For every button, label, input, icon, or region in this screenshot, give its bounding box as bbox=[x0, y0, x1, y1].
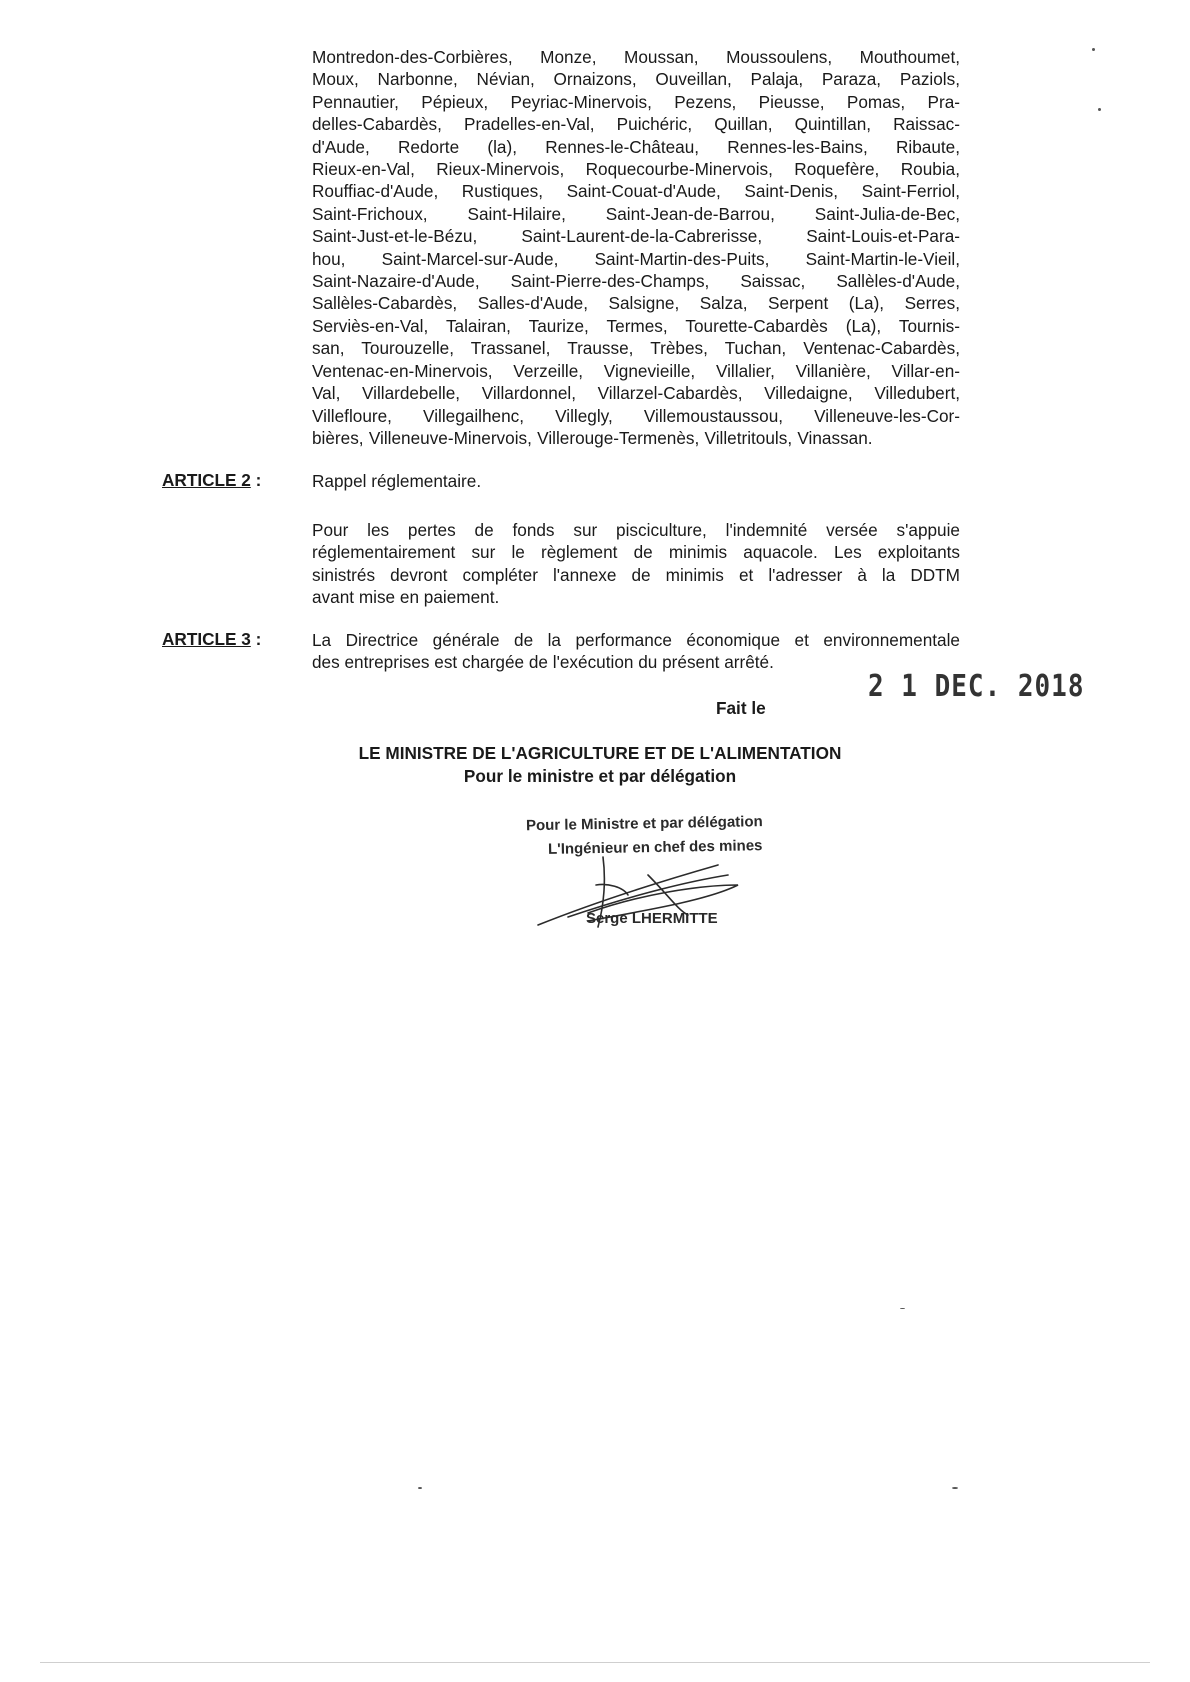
commune-line: Pennautier, Pépieux, Peyriac-Minervois, Pezens, Pieusse, Pomas, Pra- bbox=[312, 91, 960, 112]
scan-speck bbox=[952, 1487, 958, 1489]
commune-line: san, Tourouzelle, Trassanel, Trausse, Trèbes, Tuchan, Ventenac-Cabardès, bbox=[312, 338, 960, 359]
commune-line: Val, Villardebelle, Villardonnel, Villarzel-Cabardès, Villedaigne, Villedubert, bbox=[312, 383, 960, 404]
commune-line: hou, Saint-Marcel-sur-Aude, Saint-Martin-des-Puits, Saint-Martin-le-Vieil, bbox=[312, 248, 960, 269]
article-2-label bbox=[162, 470, 261, 491]
signature-stamp-line2: L'Ingénieur en chef des mines bbox=[547, 837, 763, 858]
scan-speck bbox=[1092, 48, 1095, 51]
commune-line: bières, Villeneuve-Minervois, Villerouge-Termenès, Villetritouls, Vinassan. bbox=[312, 427, 873, 448]
commune-line: Ventenac-en-Minervois, Verzeille, Vignevieille, Villalier, Villanière, Villar-en- bbox=[312, 360, 960, 381]
commune-line: Saint-Frichoux, Saint-Hilaire, Saint-Jean-de-Barrou, Saint-Julia-de-Bec, bbox=[312, 203, 960, 224]
communes-list bbox=[312, 46, 960, 449]
fait-le-label: Fait le bbox=[716, 698, 766, 718]
signature-stamp bbox=[526, 812, 786, 860]
scan-speck bbox=[1098, 108, 1101, 111]
article-2-colon: : bbox=[250, 470, 262, 490]
scan-speck bbox=[418, 1487, 422, 1489]
article-3-label-text: ARTICLE 3 bbox=[162, 629, 251, 649]
commune-line: Saint-Just-et-le-Bézu, Saint-Laurent-de-la-Cabrerisse, Saint-Louis-et-Para- bbox=[312, 226, 960, 247]
article-2-title: Rappel réglementaire. bbox=[312, 471, 482, 491]
commune-line: d'Aude, Redorte (la), Rennes-le-Château, Rennes-les-Bains, Ribaute, bbox=[312, 136, 960, 157]
article-3-body bbox=[312, 629, 960, 674]
minister-title: LE MINISTRE DE L'AGRICULTURE ET DE L'ALIMENTATION bbox=[358, 743, 842, 763]
article-2-line: réglementairement sur le règlement de minimis aquacole. Les exploitants bbox=[312, 542, 960, 563]
commune-line: Sallèles-Cabardès, Salles-d'Aude, Salsigne, Salza, Serpent (La), Serres, bbox=[312, 293, 960, 314]
date-stamp: 2 1 DEC. 2018 bbox=[868, 669, 1085, 705]
commune-line: delles-Cabardès, Pradelles-en-Val, Puichéric, Quillan, Quintillan, Raissac- bbox=[312, 114, 960, 135]
article-2-line: sinistrés devront compléter l'annexe de minimis et l'adresser à la DDTM bbox=[312, 564, 960, 585]
article-3-label bbox=[162, 629, 261, 650]
article-3-colon: : bbox=[250, 629, 262, 649]
commune-line: Montredon-des-Corbières, Monze, Moussan, Moussoulens, Mouthoumet, bbox=[312, 47, 960, 67]
commune-line: Moux, Narbonne, Névian, Ornaizons, Ouveillan, Palaja, Paraza, Paziols, bbox=[312, 69, 960, 90]
commune-line: Saint-Nazaire-d'Aude, Saint-Pierre-des-Champs, Saissac, Sallèles-d'Aude, bbox=[312, 271, 960, 292]
article-2-line: Pour les pertes de fonds sur pisciculture, l'indemnité versée s'appuie bbox=[312, 520, 960, 540]
signature-stamp-line1: Pour le Ministre et par délégation bbox=[525, 813, 763, 835]
commune-line: Rieux-en-Val, Rieux-Minervois, Roquecourbe-Minervois, Roquefère, Roubia, bbox=[312, 159, 960, 180]
scan-speck bbox=[900, 1308, 905, 1309]
commune-line: Serviès-en-Val, Talairan, Taurize, Termes, Tourette-Cabardès (La), Tournis- bbox=[312, 315, 960, 336]
footer-rule bbox=[40, 1662, 1150, 1663]
minister-heading bbox=[320, 742, 880, 788]
article-3-line: des entreprises est chargée de l'exécution du présent arrêté. bbox=[312, 652, 774, 673]
article-2-body bbox=[312, 519, 960, 609]
signatory-name: Serge LHERMITTE bbox=[586, 910, 718, 927]
minister-delegation: Pour le ministre et par délégation bbox=[463, 766, 737, 786]
commune-line: Rouffiac-d'Aude, Rustiques, Saint-Couat-d'Aude, Saint-Denis, Saint-Ferriol, bbox=[312, 181, 960, 202]
article-2-line: avant mise en paiement. bbox=[312, 587, 500, 608]
commune-line: Villefloure, Villegailhenc, Villegly, Villemoustaussou, Villeneuve-les-Cor- bbox=[312, 405, 960, 426]
article-3-line: La Directrice générale de la performance économique et environnementale bbox=[312, 630, 960, 650]
article-2-label-text: ARTICLE 2 bbox=[162, 470, 251, 490]
